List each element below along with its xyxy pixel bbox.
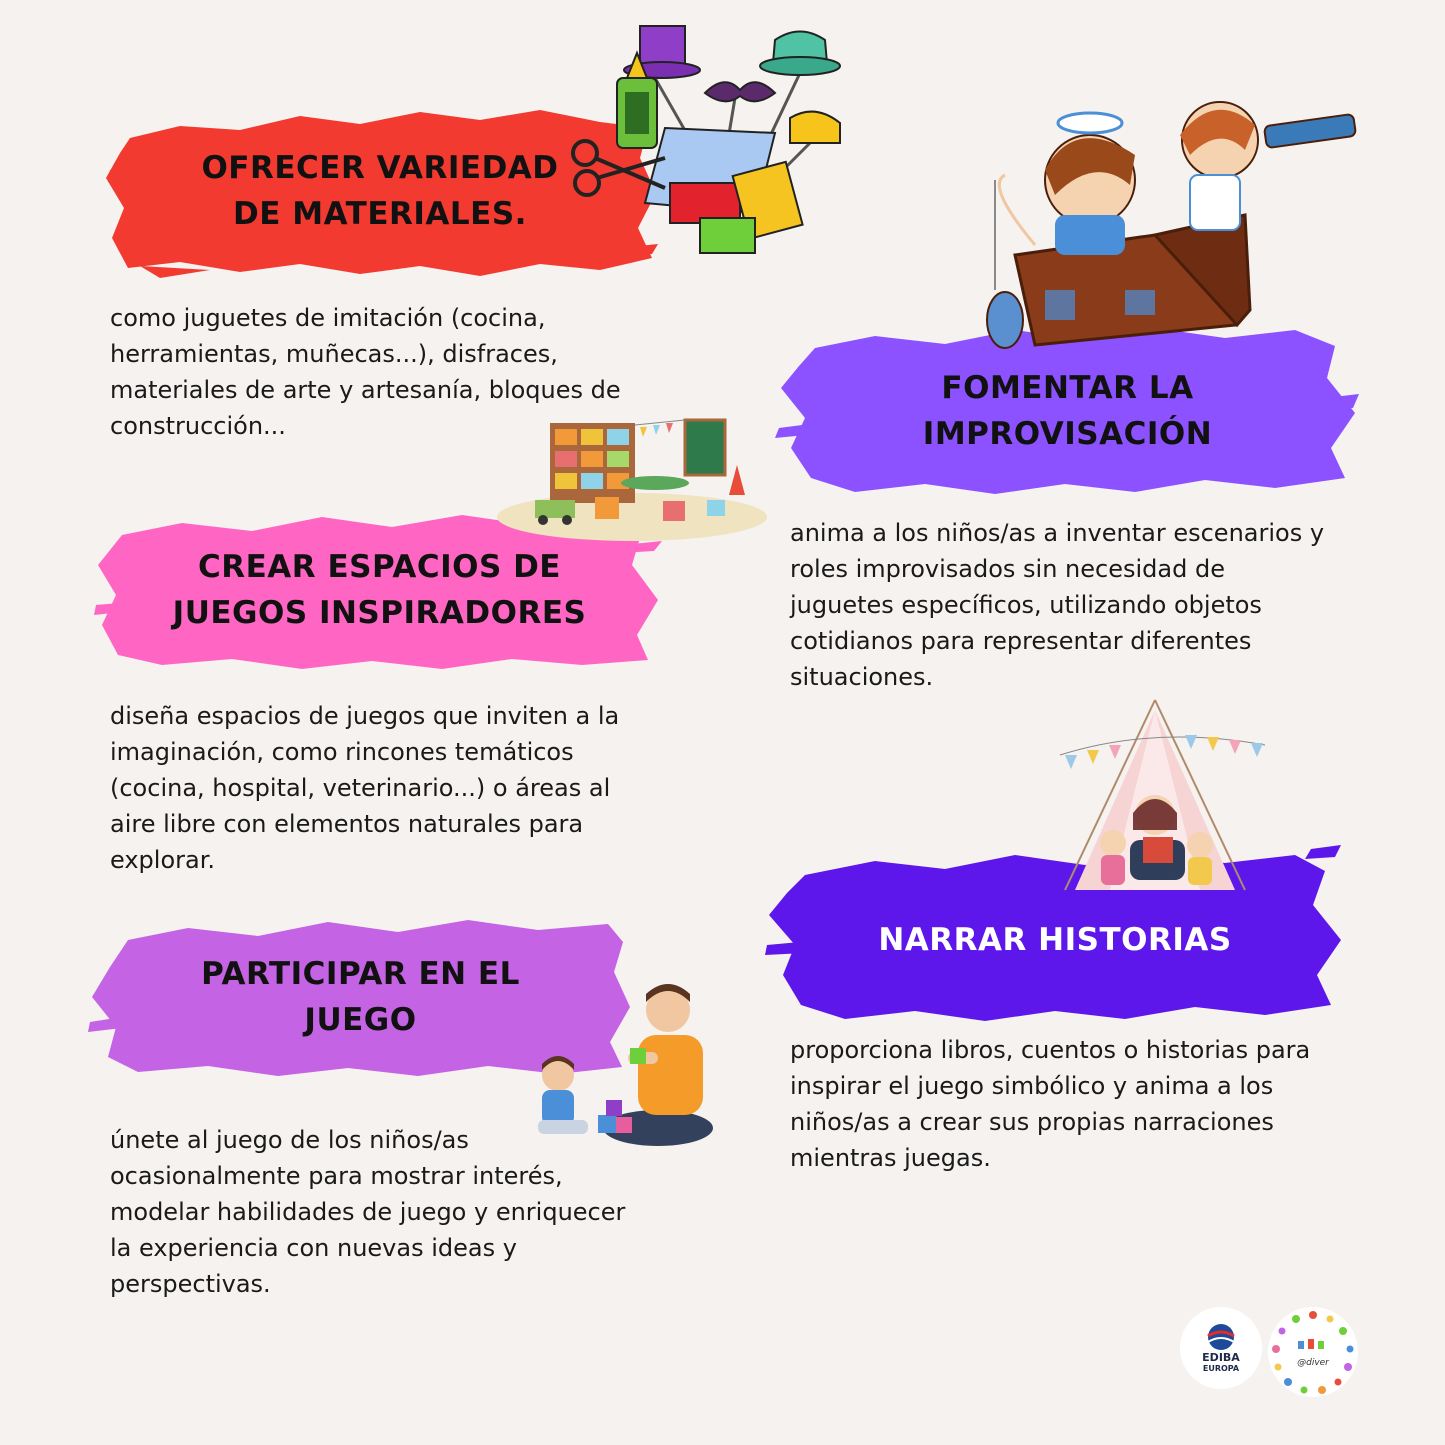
section-title-narrar — [878, 897, 1231, 963]
section-title-participar — [201, 951, 520, 1043]
title-line-1: OFRECER VARIEDAD — [201, 149, 559, 186]
body-narrar: proporciona libros, cuentos o historias para inspirar el juego simbólico y anima a los niños/as a crear sus propias narraciones mientras juegas. — [790, 1036, 1311, 1172]
title-line-2: DE MATERIALES. — [233, 195, 527, 232]
art-supplies-icon — [565, 18, 855, 263]
confetti-ring-icon — [1268, 1307, 1358, 1397]
kids-in-boat-icon — [975, 95, 1370, 360]
section-title-crear — [173, 544, 587, 636]
diver-logo-text: @diver — [1297, 1358, 1329, 1368]
body-crear: diseña espacios de juegos que inviten a la imaginación, como rincones temáticos (cocina, hospital, veterinario...) o áreas al aire libre con elementos naturales para explorar. — [110, 702, 620, 874]
father-playing-icon — [528, 980, 718, 1155]
title-line-2: JUEGOS INSPIRADORES — [172, 595, 587, 631]
title-line-1: PARTICIPAR EN EL — [201, 956, 520, 992]
title-line-2: IMPROVISACIÓN — [922, 415, 1213, 452]
ediba-globe-icon — [1204, 1322, 1238, 1352]
ediba-logo-subtext: EUROPA — [1202, 1364, 1240, 1373]
title-line-1: NARRAR HISTORIAS — [878, 922, 1232, 958]
title-line-1: FOMENTAR LA — [941, 369, 1194, 406]
section-title-fomentar — [923, 365, 1212, 457]
diver-logo — [1268, 1307, 1358, 1397]
title-line-1: CREAR ESPACIOS DE — [198, 549, 561, 585]
ediba-logo-text: EDIBA — [1202, 1351, 1240, 1364]
teepee-reading-icon — [1055, 695, 1270, 900]
ediba-logo — [1180, 1307, 1262, 1389]
playroom-icon — [495, 405, 770, 545]
title-line-2: JUEGO — [304, 1002, 417, 1038]
body-ofrecer: como juguetes de imitación (cocina, herramientas, muñecas...), disfraces, materiales de arte y artesanía, bloques de construcción... — [110, 304, 621, 440]
section-title-ofrecer — [201, 145, 558, 237]
body-participar: únete al juego de los niños/as ocasionalmente para mostrar interés, modelar habilidades de juego y enriquecer la experiencia con nuevas ideas y perspectivas. — [110, 1126, 626, 1298]
body-fomentar: anima a los niños/as a inventar escenarios y roles improvisados sin necesidad de juguetes específicos, utilizando objetos cotidianos para representar diferentes situaciones. — [790, 519, 1325, 691]
